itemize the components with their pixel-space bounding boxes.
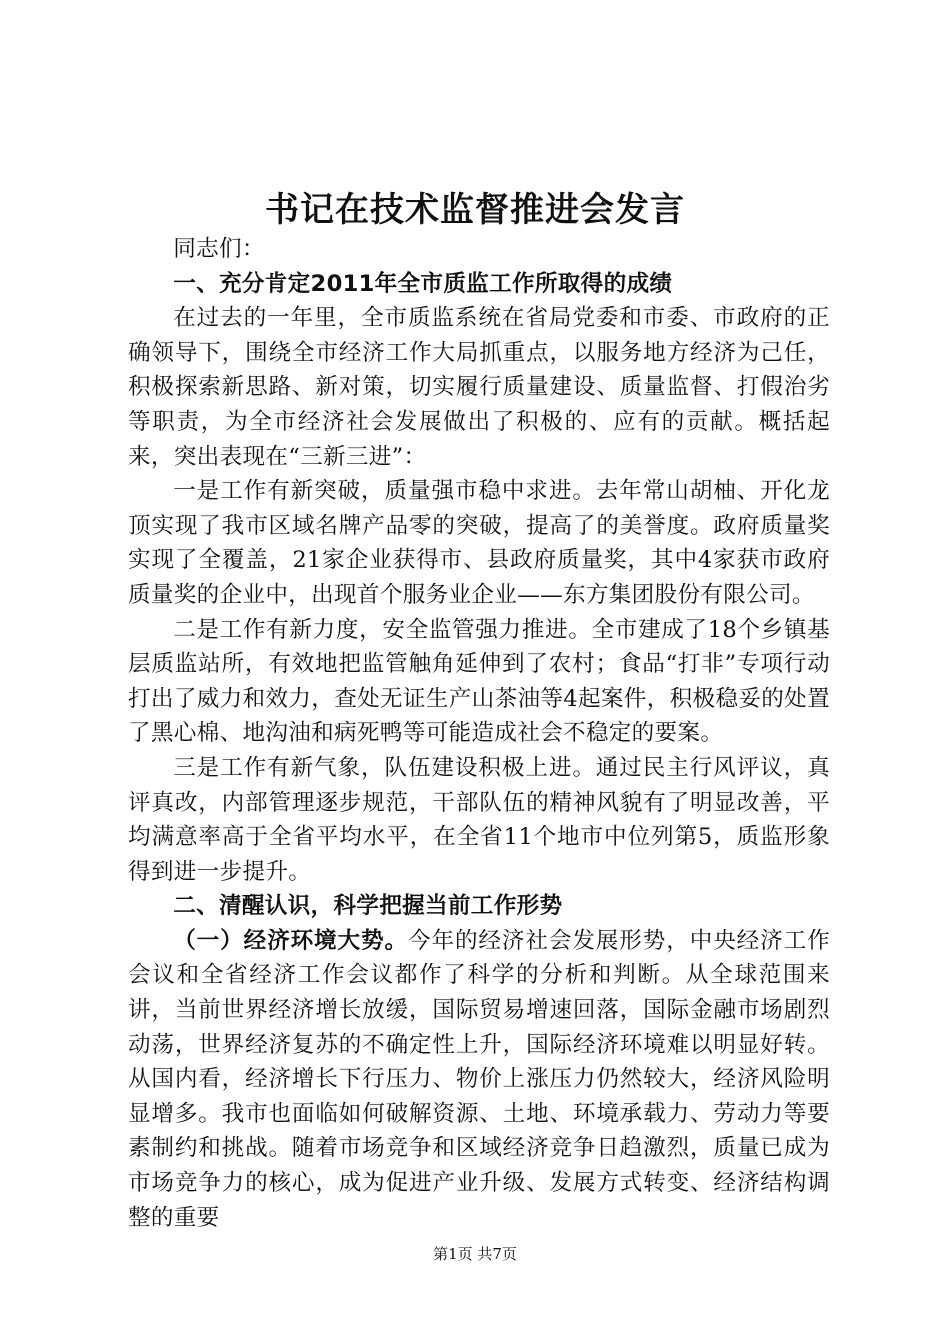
- paragraph-3: 二是工作有新力度，安全监管强力推进。全市建成了18个乡镇基层质监站所，有效地把监管触角延伸到了农村；食品“打非”专项行动打出了威力和效力，查处无证生产山茶油等4起案件，积极稳妥的处置了黑心棉、地沟油和病死鸭等可能造成社会不稳定的要案。: [128, 616, 830, 747]
- paragraph-5-text: 今年的经济社会发展形势，中央经济工作会议和全省经济工作会议都作了科学的分析和判断。从全球范围来讲，当前世界经济增长放缓，国际贸易增速回落，国际金融市场剧烈动荡，世界经济复苏的不确定性上升，国际经济环境难以明显好转。从国内看，经济增长下行压力、物价上涨压力仍然较大，经济风险明显增多。我市也面临如何破解资源、土地、环境承载力、劳动力等要素制约和挑战。随着市场竞争和区域经济竞争日趋激烈，质量已成为市场竞争力的核心，成为促进产业升级、发展方式转变、经济结构调整的重要: [128, 927, 831, 1231]
- page-title: 书记在技术监督推进会发言: [265, 190, 685, 230]
- paragraph-5-lead: （一）经济环境大势。: [173, 927, 408, 954]
- paragraph-4: 三是工作有新气象，队伍建设积极上进。通过民主行风评议，真评真改，内部管理逐步规范，干部队伍的精神风貌有了明显改善，平均满意率高于全省平均水平，在全省11个地市中位列第5，质监形象得到进一步提升。: [128, 754, 830, 885]
- paragraph-1: 在过去的一年里，全市质监系统在省局党委和市委、市政府的正确领导下，围绕全市经济工作大局抓重点，以服务地方经济为己任，积极探索新思路、新对策，切实履行质量建设、质量监督、打假治劣等职责，为全市经济社会发展做出了积极的、应有的贡献。概括起来，突出表现在“三新三进”：: [128, 305, 830, 470]
- section-heading-1: 一、充分肯定2011年全市质监工作所取得的成绩: [173, 270, 673, 297]
- paragraph-2: 一是工作有新突破，质量强市稳中求进。去年常山胡柚、开化龙顶实现了我市区域名牌产品零的突破，提高了的美誉度。政府质量奖实现了全覆盖，21家企业获得市、县政府质量奖，其中4家获市政府质量奖的企业中，出现首个服务业企业——东方集团股份有限公司。: [128, 478, 830, 608]
- section-heading-2: 二、清醒认识，科学把握当前工作形势: [173, 893, 563, 920]
- paragraph-5: [128, 924, 830, 1235]
- page-footer: 第1页 共7页: [433, 1245, 517, 1263]
- salutation: 同志们：: [173, 236, 265, 262]
- document-body: [128, 232, 830, 1235]
